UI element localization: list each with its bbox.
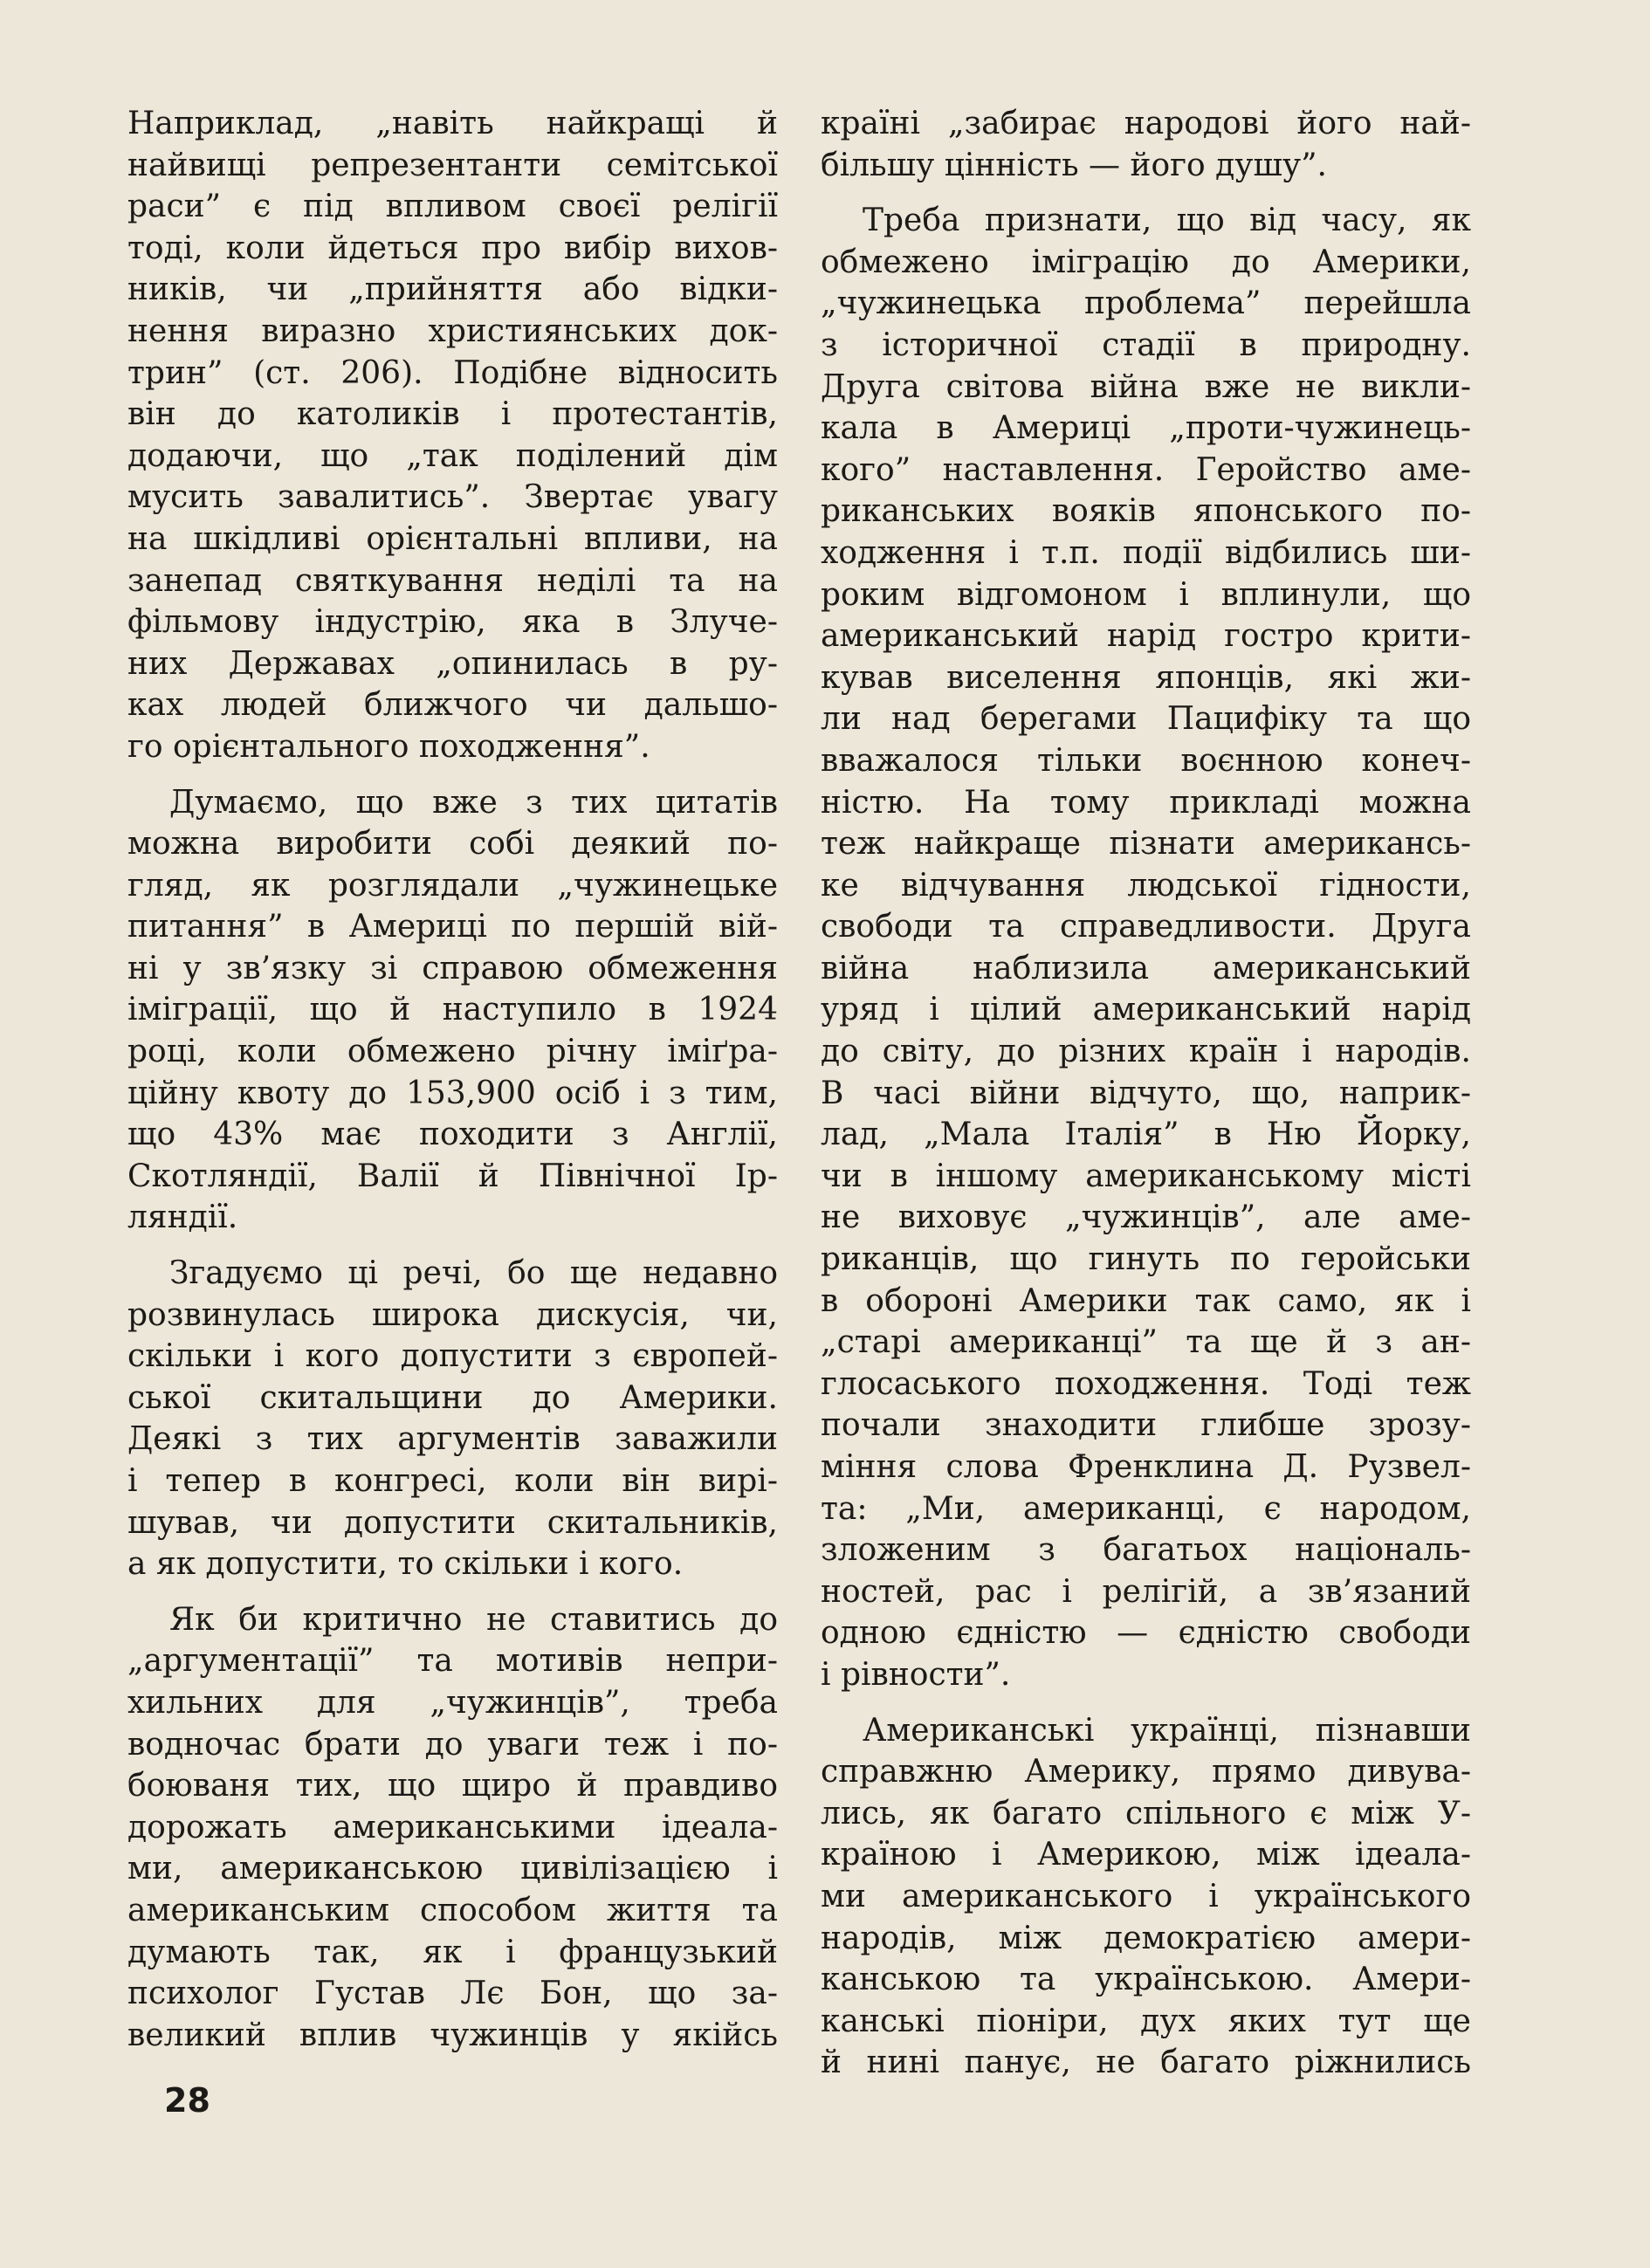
paragraph — [127, 1599, 778, 2057]
text-line: Згадуємо ці речі, бо ще недавно — [169, 1255, 778, 1292]
text-line: з історичної стадії в природну. — [821, 326, 1471, 363]
text-line: в обороні Америки так само, як і — [821, 1282, 1471, 1319]
text-line: „чужинецька проблема” перейшла — [821, 285, 1471, 322]
text-line: них Державах „опинилась в ру- — [127, 645, 778, 682]
text-line: уряд і цілий американський нарід — [821, 992, 1471, 1028]
text-line: великий вплив чужинців у якійсь — [127, 2017, 778, 2053]
text-line: на шкідливі орієнтальні впливи, на — [127, 520, 778, 557]
text-line: одною єдністю — єдністю свободи — [821, 1615, 1471, 1652]
page-number: 28 — [164, 2081, 210, 2120]
text-line: не виховує „чужинців”, але аме- — [821, 1199, 1471, 1236]
text-line: фільмову індустрію, яка в Злуче- — [127, 604, 778, 641]
text-line: ми американського і українського — [821, 1878, 1471, 1914]
text-line: тоді, коли йдеться про вибір вихов- — [127, 230, 778, 266]
text-line: він до католиків і протестантів, — [127, 396, 778, 433]
text-line: роким відгомоном і вплинули, що — [821, 576, 1471, 613]
text-line: трин” (ст. 206). Подібне відносить — [127, 354, 778, 391]
paragraph — [127, 782, 778, 1240]
text-line: міння слова Френклина Д. Рузвел- — [821, 1449, 1471, 1485]
text-line: війна наблизила американський — [821, 950, 1471, 986]
text-line: занепад святкування неділі та на — [127, 562, 778, 599]
text-line: розвинулась широка дискусія, чи, — [127, 1296, 778, 1333]
text-line: американським способом життя та — [127, 1892, 778, 1928]
text-line: році, коли обмежено річну іміґра- — [127, 1034, 778, 1070]
text-line: вважалося тільки воєнною конеч- — [821, 742, 1471, 779]
text-line: обмежено іміграцію до Америки, — [821, 244, 1471, 280]
text-line: можна виробити собі деякий по- — [127, 826, 778, 863]
text-line: лад, „Мала Італія” в Ню Йорку, — [821, 1117, 1471, 1153]
text-line: ходження і т.п. події відбились ши- — [821, 534, 1471, 571]
text-line: скільки і кого допустити з європей- — [127, 1338, 778, 1375]
text-line: країні „забирає народові його най- — [821, 106, 1471, 141]
text-line: канські піоніри, дух яких тут ще — [821, 2003, 1471, 2039]
text-line: го орієнтального походження”. — [127, 728, 650, 765]
text-line: ської скитальщини до Америки. — [127, 1379, 778, 1416]
text-line: ників, чи „прийняття або відки- — [127, 271, 778, 308]
text-line: глосаського походження. Тоді теж — [821, 1365, 1471, 1402]
text-line: лись, як багато спільного є між У- — [821, 1795, 1471, 1832]
text-line: водночас брати до уваги теж і по- — [127, 1726, 778, 1763]
text-line: хильних для „чужинців”, треба — [127, 1684, 778, 1721]
text-line: ністю. На тому прикладі можна — [821, 784, 1471, 821]
text-line: додаючи, що „так поділений дім — [127, 437, 778, 474]
text-line: психолог Густав Лє Бон, що за- — [127, 1976, 778, 2012]
text-line: і рівности”. — [821, 1656, 1011, 1693]
right-column — [821, 103, 1471, 2084]
text-line: Як би критично не ставитись до — [169, 1601, 778, 1638]
paragraph — [127, 1253, 778, 1585]
text-line: найвищі репрезентанти семітської — [127, 147, 778, 183]
text-line: кував виселення японців, які жи- — [821, 659, 1471, 696]
text-line: „старі американці” та ще й з ан- — [821, 1324, 1471, 1361]
paragraph — [821, 1710, 1471, 2084]
text-line: й нині панує, не багато ріжнились — [821, 2045, 1471, 2081]
text-line: канською та українською. Амери- — [821, 1962, 1471, 1998]
text-line: ційну квоту до 153,900 осіб і з тим, — [127, 1075, 778, 1111]
text-line: нення виразно християнських док- — [127, 313, 778, 349]
text-line: риканців, що гинуть по геройськи — [821, 1241, 1471, 1278]
paragraph — [821, 103, 1471, 186]
text-line: зложеним з багатьох національ- — [821, 1532, 1471, 1569]
paragraph — [127, 103, 778, 768]
paragraph — [821, 200, 1471, 1695]
text-line: шував, чи допустити скитальників, — [127, 1504, 778, 1541]
text-line: що 43% має походити з Англії, — [127, 1117, 778, 1153]
text-line: питання” в Америці по першій вій- — [127, 909, 778, 945]
text-line: країною і Америкою, між ідеала- — [821, 1837, 1471, 1873]
text-line: Наприклад, „навіть найкращі й — [127, 106, 778, 141]
text-line: раси” є під впливом своєї релігії — [127, 189, 778, 225]
text-line: ностей, рас і релігій, а зв’язаний — [821, 1573, 1471, 1610]
text-line: почали знаходити глибше зрозу- — [821, 1407, 1471, 1444]
text-line: і тепер в конгресі, коли він вирі- — [127, 1463, 778, 1499]
text-line: ні у зв’язку зі справою обмеження — [127, 950, 778, 986]
text-line: ке відчування людської гідности, — [821, 867, 1471, 904]
left-column — [127, 103, 778, 2056]
text-line: ках людей ближчого чи дальшо- — [127, 687, 778, 724]
text-line: риканських вояків японського по- — [821, 493, 1471, 530]
text-line: „аргументації” та мотивів непри- — [127, 1643, 778, 1680]
text-line: боюваня тих, що щиро й правдиво — [127, 1768, 778, 1804]
text-line: більшу цінність — його душу”. — [821, 147, 1327, 183]
text-line: Американські українці, пізнавши — [863, 1712, 1471, 1749]
text-line: та: „Ми, американці, є народом, — [821, 1490, 1471, 1527]
text-line: Думаємо, що вже з тих цитатів — [169, 784, 778, 821]
text-line: ли над берегами Пацифіку та що — [821, 701, 1471, 738]
text-line: Скотляндії, Валії й Північної Ір- — [127, 1158, 778, 1194]
text-line: дорожать американськими ідеала- — [127, 1809, 778, 1845]
text-line: В часі війни відчуто, що, наприк- — [821, 1075, 1471, 1111]
text-line: гляд, як розглядали „чужинецьке — [127, 867, 778, 904]
text-line: кала в Америці „проти-чужинець- — [821, 410, 1471, 447]
text-line: Треба признати, що від часу, як — [863, 203, 1471, 239]
text-line: Деякі з тих аргументів заважили — [127, 1421, 778, 1458]
text-line: ляндії. — [127, 1199, 238, 1236]
text-line: справжню Америку, прямо дивува- — [821, 1754, 1471, 1790]
text-line: думають так, як і французький — [127, 1934, 778, 1970]
text-line: ми, американською цивілізацією і — [127, 1851, 778, 1887]
text-line: до світу, до різних країн і народів. — [821, 1034, 1471, 1070]
text-line: Друга світова війна вже не викли- — [821, 368, 1471, 405]
text-line: народів, між демократією амери- — [821, 1920, 1471, 1956]
text-line: чи в іншому американському місті — [821, 1158, 1471, 1194]
text-line: американський нарід гостро крити- — [821, 618, 1471, 655]
text-line: мусить завалитись”. Звертає увагу — [127, 479, 778, 516]
text-line: кого” наставлення. Геройство аме- — [821, 451, 1471, 488]
text-line: а як допустити, то скільки і кого. — [127, 1546, 684, 1583]
text-line: теж найкраще пізнати американсь- — [821, 826, 1471, 863]
text-line: свободи та справедливости. Друга — [821, 909, 1471, 945]
text-line: іміграції, що й наступило в 1924 — [127, 992, 778, 1028]
